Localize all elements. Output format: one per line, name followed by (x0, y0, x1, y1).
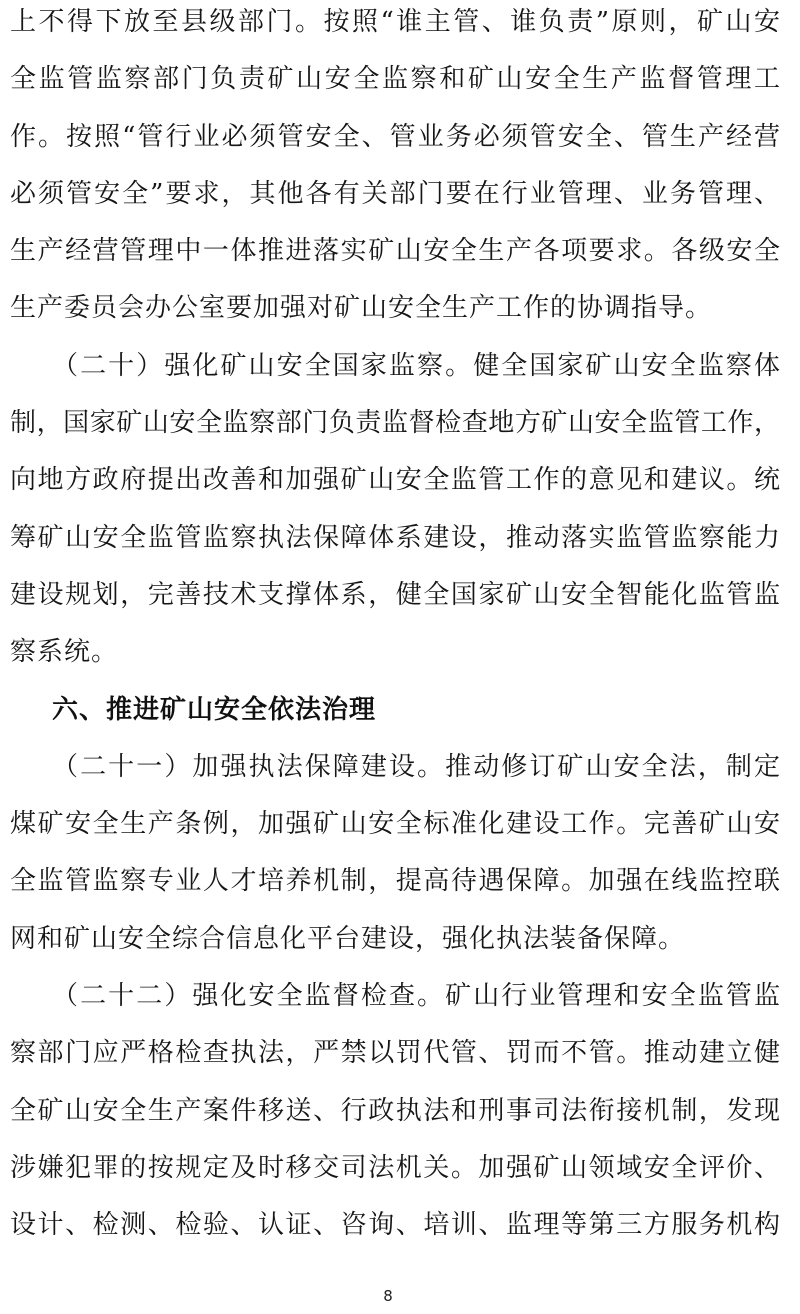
text-line: 生产委员会办公室要加强对矿山安全生产工作的协调指导。 (10, 293, 713, 324)
paragraph-continued (10, 0, 780, 344)
text-line: 察部门应严格检查执法，严禁以罚代管、罚而不管。推动建立健 (10, 1038, 780, 1069)
text-line: 建设规划，完善技术支撑体系，健全国家矿山安全智能化监管监 (10, 579, 780, 610)
text-line: （二十）强化矿山安全国家监察。健全国家矿山安全监察体 (52, 350, 780, 381)
text-line: 上不得下放至县级部门。按照“谁主管、谁负责”原则，矿山安 (10, 7, 780, 37)
text-line: 作。按照“管行业必须管安全、管业务必须管安全、管生产经营 (10, 121, 780, 152)
text-line: 全矿山安全生产案件移送、行政执法和刑事司法衔接机制，发现 (10, 1095, 780, 1126)
page-number: 8 (383, 1287, 393, 1305)
text-line: 煤矿安全生产条例，加强矿山安全标准化建设工作。完善矿山安 (10, 809, 780, 840)
text-line: 筹矿山安全监管监察执法保障体系建设，推动落实监管监察能力 (10, 522, 780, 553)
text-line: 必须管安全”要求，其他各有关部门要在行业管理、业务管理、 (10, 178, 780, 209)
text-line: 向地方政府提出改善和加强矿山安全监管工作的意见和建议。统 (10, 465, 780, 496)
text-line: 涉嫌犯罪的按规定及时移交司法机关。加强矿山领域安全评价、 (10, 1152, 780, 1183)
paragraph-item-20 (10, 344, 780, 688)
paragraph-item-21 (10, 745, 780, 974)
text-line: 网和矿山安全综合信息化平台建设，强化执法装备保障。 (10, 923, 686, 954)
text-line: （二十二）强化安全监督检查。矿山行业管理和安全监管监 (52, 981, 780, 1012)
paragraph-item-22 (10, 974, 780, 1260)
text-line: 制，国家矿山安全监察部门负责监督检查地方矿山安全监管工作， (10, 408, 780, 439)
text-line: 全监管监察部门负责矿山安全监察和矿山安全生产监督管理工 (10, 64, 780, 95)
section-heading: 六、推进矿山安全依法治理 (52, 694, 377, 725)
document-body (10, 0, 780, 1261)
text-line: 设计、检测、检验、认证、咨询、培训、监理等第三方服务机构 (10, 1210, 780, 1241)
text-line: 察系统。 (10, 637, 119, 668)
text-line: （二十一）加强执法保障建设。推动修订矿山安全法，制定 (52, 751, 780, 782)
text-line: 生产经营管理中一体推进落实矿山安全生产各项要求。各级安全 (10, 236, 780, 267)
text-line: 全监管监察专业人才培养机制，提高待遇保障。加强在线监控联 (10, 866, 780, 897)
section-heading-block (10, 688, 780, 745)
